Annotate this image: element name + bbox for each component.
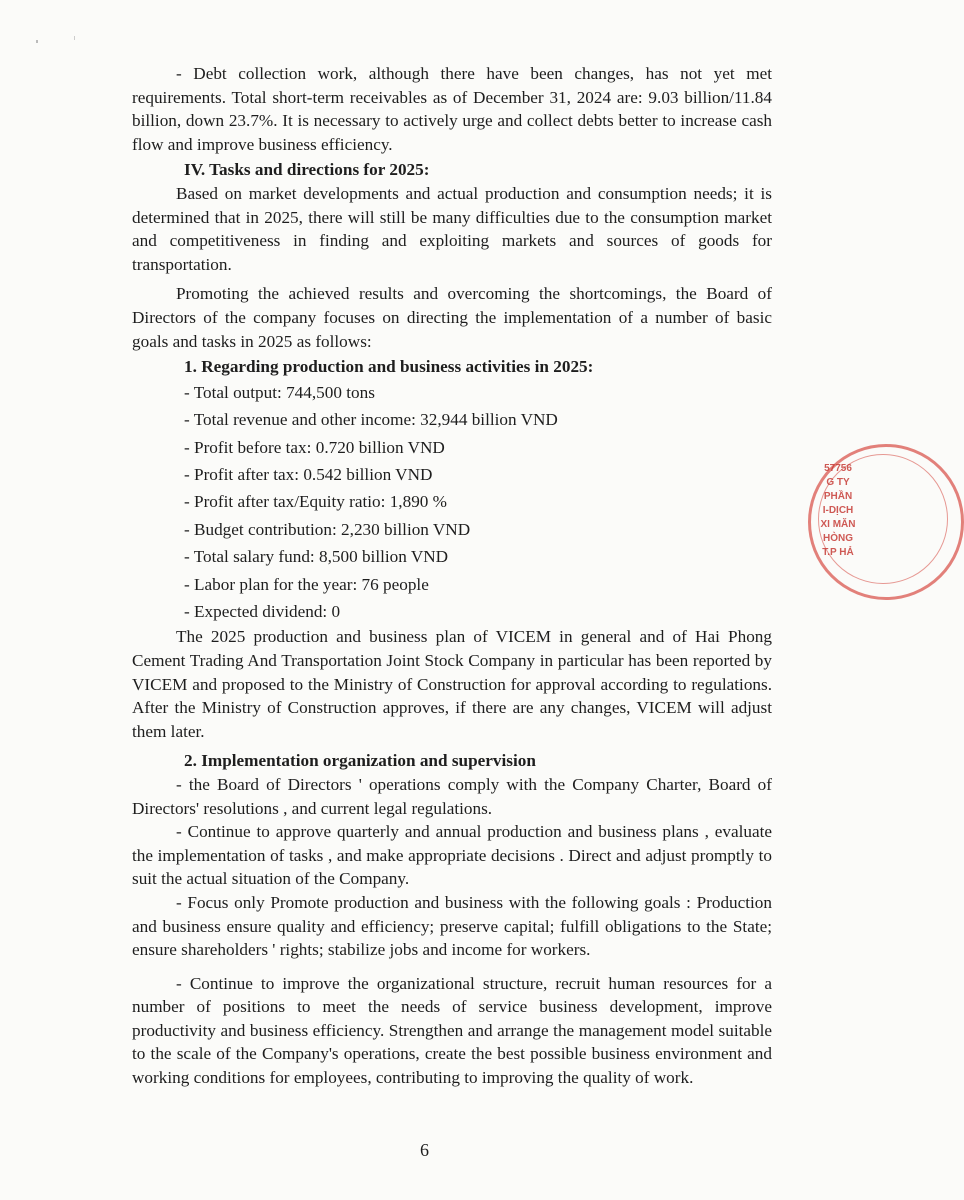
body-paragraph: Promoting the achieved results and overcoming the shortcomings, the Board of Directors of the company focuses on directing the implementation of a number of basic goals and tasks in 2025 as follows: <box>132 284 772 351</box>
body-paragraph: The 2025 production and business plan of VICEM in general and of Hai Phong Cement Trading And Transportation Joint Stock Company in particular has been reported by VICEM and proposed to the Ministry of Construction for approval according to regulations. After the Ministry of Construction approves, if there are any changes, VICEM will adjust them later. <box>132 627 772 741</box>
body-paragraph: - Debt collection work, although there have been changes, has not yet met requirements. Total short-term receivables as of December 31, 2024 are: 9.03 billion/11.84 billion, down 23.7%. It is necessary to actively urge and collect debts better to increase cash flow and improve business efficiency. <box>132 64 772 154</box>
company-seal-stamp <box>804 440 864 610</box>
plan-target-item: - Profit before tax: 0.720 billion VND <box>184 437 445 457</box>
plan-target-item: - Total revenue and other income: 32,944 billion VND <box>184 410 558 430</box>
section-heading: IV. Tasks and directions for 2025: <box>184 160 430 180</box>
page-number: 6 <box>420 1140 429 1160</box>
plan-target-item: - Expected dividend: 0 <box>184 601 341 621</box>
plan-target-item: - Budget contribution: 2,230 billion VND <box>184 519 471 539</box>
plan-target-item: - Total output: 744,500 tons <box>184 382 375 402</box>
seal-text-line: HÒNG <box>823 533 853 544</box>
section-heading: 2. Implementation organization and supervision <box>184 751 536 771</box>
seal-text-line: 57756 <box>824 463 852 474</box>
seal-text-line: G TY <box>826 477 850 488</box>
seal-text-line: T.P HẢ <box>822 547 854 558</box>
scan-speck <box>74 36 75 40</box>
seal-text-line: XI MĂN <box>820 519 856 530</box>
document-body <box>132 62 772 1090</box>
body-paragraph: - Continue to approve quarterly and annual production and business plans , evaluate the implementation of tasks , and make appropriate decisions . Direct and adjust promptly to suit the actual situation of the Company. <box>132 822 772 889</box>
body-paragraph: - Continue to improve the organizational structure, recruit human resources for a number of positions to meet the needs of service business development, improve productivity and business efficiency. Strengthen and arrange the management model suitable to the scale of the Company's operations, create the best possible business environment and working conditions for employees, contributing to improving the quality of work. <box>132 973 772 1088</box>
scan-speck <box>36 40 38 43</box>
seal-text-line: PHẦN <box>823 491 853 502</box>
plan-target-item: - Profit after tax: 0.542 billion VND <box>184 464 433 484</box>
section-heading: 1. Regarding production and business activities in 2025: <box>184 357 594 377</box>
body-paragraph: - the Board of Directors ' operations comply with the Company Charter, Board of Directors' resolutions , and current legal regulations. <box>132 774 772 818</box>
plan-target-item: - Profit after tax/Equity ratio: 1,890 % <box>184 492 447 512</box>
body-paragraph: Based on market developments and actual production and consumption needs; it is determined that in 2025, there will still be many difficulties due to the consumption market and competitiveness in finding and exploiting markets and sources of goods for transportation. <box>132 183 772 274</box>
plan-target-item: - Labor plan for the year: 76 people <box>184 574 429 594</box>
seal-text-line: I-DỊCH <box>822 505 854 516</box>
plan-target-item: - Total salary fund: 8,500 billion VND <box>184 547 449 567</box>
seal-lettering <box>812 462 864 560</box>
body-paragraph: - Focus only Promote production and business with the following goals : Production and business ensure quality and efficiency; preserve capital; fulfill obligations to the State; ensure shareholders ' rights; stabilize jobs and income for workers. <box>132 892 772 960</box>
